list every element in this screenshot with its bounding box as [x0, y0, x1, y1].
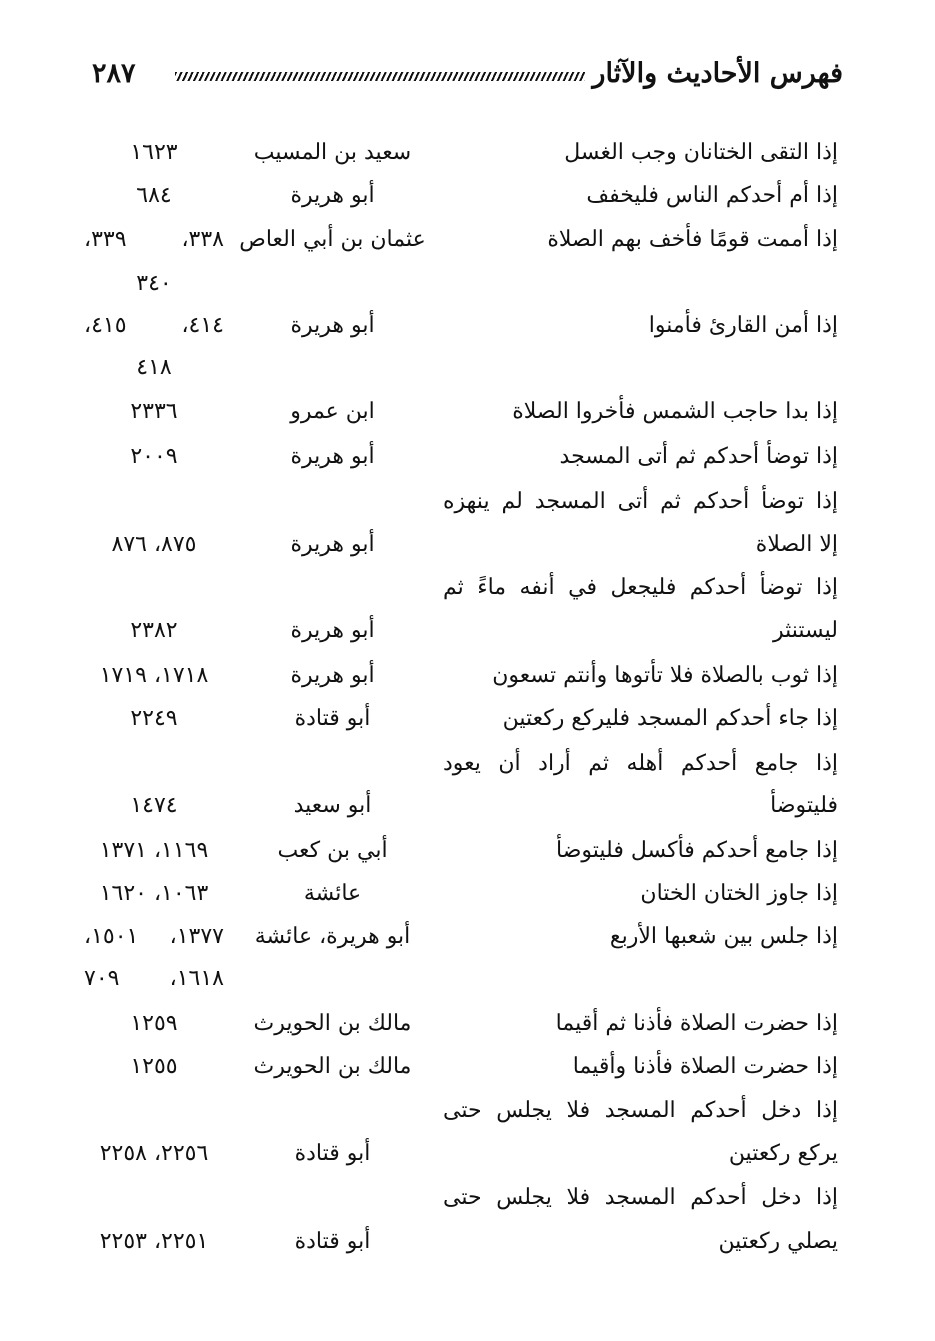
reference-numbers: ٢٢٥١، ٢٢٥٣	[99, 1229, 209, 1254]
narrator: أبو سعيد	[293, 793, 372, 818]
reference-numbers: ٨٧٥، ٨٧٦	[111, 532, 197, 557]
hadith-text: إذا جاوز الختان الختان	[640, 881, 838, 906]
index-entry	[0, 1047, 935, 1087]
narrator: أبو قتادة	[294, 1229, 371, 1254]
hadith-text: إذا أمن القارئ فأمنوا	[648, 313, 838, 338]
narrator: عائشة	[303, 881, 362, 906]
reference-numbers: ١٢٥٩	[130, 1011, 178, 1036]
index-entry	[0, 437, 935, 477]
hadith-text: إذا ثوب بالصلاة فلا تأتوها وأنتم تسعون	[492, 663, 838, 688]
narrator: سعيد بن المسيب	[253, 140, 412, 165]
hadith-text: إذا جامع أحدكم فأكسل فليتوضأ	[556, 838, 838, 863]
index-entry-continuation	[0, 525, 935, 565]
reference-numbers: ٢٢٥٦، ٢٢٥٨	[99, 1141, 209, 1166]
index-entry-continuation	[0, 348, 935, 388]
reference-numbers-cont: ٤١٨	[136, 355, 172, 380]
hadith-text: إذا أممت قومًا فأخف بهم الصلاة	[547, 227, 838, 252]
hadith-text-cont: يركع ركعتين	[728, 1141, 838, 1166]
reference-numbers-cont: ١٦١٨، ٧٠٩	[84, 966, 224, 991]
narrator: أبو قتادة	[294, 1141, 371, 1166]
index-entry	[0, 133, 935, 173]
reference-numbers: ٢٠٠٩	[130, 444, 178, 469]
narrator: أبو هريرة	[290, 532, 375, 557]
index-entry-continuation	[0, 1134, 935, 1174]
index-entry	[0, 831, 935, 871]
page-title: فهرس الأحاديث والآثار	[592, 58, 843, 89]
hadith-text: إذا حضرت الصلاة فأذنا ثم أقيما	[555, 1011, 838, 1036]
narrator: أبو هريرة	[290, 183, 375, 208]
index-entry	[0, 874, 935, 914]
reference-numbers: ١٤٧٤	[130, 793, 178, 818]
reference-numbers: ٦٨٤	[136, 183, 172, 208]
index-entry	[0, 392, 935, 432]
index-entry	[0, 699, 935, 739]
hadith-text: إذا دخل أحدكم المسجد فلا يجلس حتى	[443, 1098, 838, 1123]
index-entry	[0, 1091, 935, 1131]
reference-numbers: ٢٣٣٦	[130, 399, 178, 424]
reference-numbers: ١٢٥٥	[130, 1054, 178, 1079]
reference-numbers-cont: ٣٤٠	[136, 271, 172, 296]
narrator: مالك بن الحويرث	[253, 1011, 412, 1036]
header-rule	[175, 72, 585, 81]
hadith-text: إذا بدا حاجب الشمس فأخروا الصلاة	[512, 399, 838, 424]
narrator: أبو قتادة	[294, 706, 371, 731]
index-entry-continuation	[0, 959, 935, 999]
hadith-text: إذا دخل أحدكم المسجد فلا يجلس حتى	[443, 1185, 838, 1210]
hadith-text: إذا جامع أحدكم أهله ثم أراد أن يعود	[443, 751, 838, 776]
reference-numbers: ٤١٤، ٤١٥،	[84, 313, 224, 338]
index-entry	[0, 744, 935, 784]
index-entry	[0, 1178, 935, 1218]
hadith-text: إذا جاء أحدكم المسجد فليركع ركعتين	[502, 706, 838, 731]
hadith-text: إذا أم أحدكم الناس فليخفف	[586, 183, 838, 208]
hadith-text-cont: فليتوضأ	[770, 793, 838, 818]
index-entry	[0, 1004, 935, 1044]
narrator: أبي بن كعب	[277, 838, 388, 863]
index-entry	[0, 917, 935, 957]
narrator: أبو هريرة، عائشة	[254, 924, 411, 949]
reference-numbers: ٢٣٨٢	[130, 618, 178, 643]
narrator: أبو هريرة	[290, 313, 375, 338]
index-entry-continuation	[0, 264, 935, 304]
reference-numbers: ١٠٦٣، ١٦٢٠	[99, 881, 209, 906]
index-entry	[0, 568, 935, 608]
hadith-text: إذا التقى الختانان وجب الغسل	[564, 140, 838, 165]
hadith-text: إذا جلس بين شعبها الأربع	[609, 924, 838, 949]
hadith-text: إذا توضأ أحدكم فليجعل في أنفه ماءً ثم	[443, 575, 838, 600]
page-number: ٢٨٧	[92, 58, 136, 89]
narrator: أبو هريرة	[290, 444, 375, 469]
hadith-text: إذا توضأ أحدكم ثم أتى المسجد	[559, 444, 838, 469]
narrator: عثمان بن أبي العاص	[239, 227, 426, 252]
hadith-text: إذا توضأ أحدكم ثم أتى المسجد لم ينهزه	[443, 489, 838, 514]
reference-numbers: ٢٢٤٩	[130, 706, 178, 731]
narrator: مالك بن الحويرث	[253, 1054, 412, 1079]
index-entry	[0, 656, 935, 696]
hadith-text-cont: ليستنثر	[772, 618, 838, 643]
index-entry	[0, 306, 935, 346]
narrator: ابن عمرو	[290, 399, 375, 424]
index-entry	[0, 482, 935, 522]
index-entry-continuation	[0, 786, 935, 826]
narrator: أبو هريرة	[290, 618, 375, 643]
hadith-text: إذا حضرت الصلاة فأذنا وأقيما	[572, 1054, 838, 1079]
narrator: أبو هريرة	[290, 663, 375, 688]
reference-numbers: ١٣٧٧، ١٥٠١،	[84, 924, 224, 949]
index-entry-continuation	[0, 611, 935, 651]
reference-numbers: ١٧١٨، ١٧١٩	[99, 663, 209, 688]
reference-numbers: ١١٦٩، ١٣٧١	[99, 838, 209, 863]
hadith-text-cont: إلا الصلاة	[755, 532, 838, 557]
index-entry	[0, 176, 935, 216]
index-entry	[0, 220, 935, 260]
index-entry-continuation	[0, 1222, 935, 1262]
hadith-text-cont: يصلي ركعتين	[718, 1229, 838, 1254]
reference-numbers: ٣٣٨، ٣٣٩،	[84, 227, 224, 252]
reference-numbers: ١٦٢٣	[130, 140, 178, 165]
